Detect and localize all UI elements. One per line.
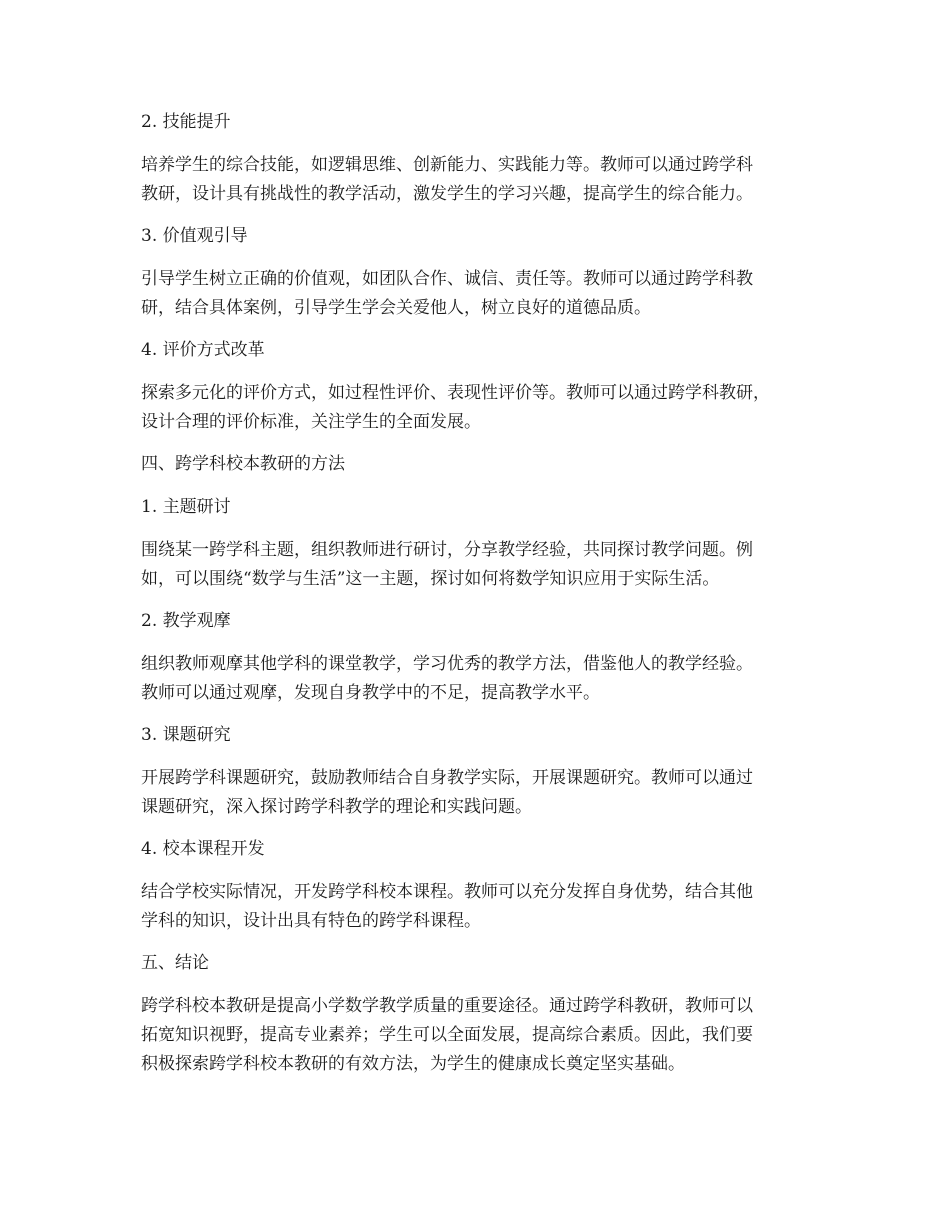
section-heading: 4. 评价方式改革 [141,340,265,360]
paragraph-line: 教研，设计具有挑战性的教学活动，激发学生的学习兴趣，提高学生的综合能力。 [141,184,753,204]
paragraph-line: 拓宽知识视野，提高专业素养；学生可以全面发展，提高综合素质。因此，我们要 [141,1025,753,1045]
section-heading: 1. 主题研讨 [141,497,231,517]
paragraph-line: 如，可以围绕“数学与生活”这一主题，探讨如何将数学知识应用于实际生活。 [141,569,720,589]
document-body [141,108,825,1092]
paragraph-line: 探索多元化的评价方式，如过程性评价、表现性评价等。教师可以通过跨学科教研， [141,383,770,403]
paragraph-line: 课题研究，深入探讨跨学科教学的理论和实践问题。 [141,797,532,817]
paragraph-line: 结合学校实际情况，开发跨学科校本课程。教师可以充分发挥自身优势，结合其他 [141,882,753,902]
paragraph-line: 跨学科校本教研是提高小学数学教学质量的重要途径。通过跨学科教研，教师可以 [141,996,753,1016]
body-paragraph [141,650,825,708]
body-paragraph [141,992,825,1079]
section-heading: 四、跨学科校本教研的方法 [141,454,345,474]
body-paragraph [141,151,825,209]
paragraph-line: 围绕某一跨学科主题，组织教师进行研讨，分享教学经验，共同探讨教学问题。例 [141,540,753,560]
paragraph-line: 研，结合具体案例，引导学生学会关爱他人，树立良好的道德品质。 [141,298,651,318]
paragraph-line: 学科的知识，设计出具有特色的跨学科课程。 [141,911,481,931]
paragraph-line: 设计合理的评价标准，关注学生的全面发展。 [141,412,481,432]
paragraph-line: 引导学生树立正确的价值观，如团队合作、诚信、责任等。教师可以通过跨学科教 [141,269,753,289]
section-heading: 3. 课题研究 [141,725,231,745]
section-heading: 4. 校本课程开发 [141,839,265,859]
paragraph-line: 组织教师观摩其他学科的课堂教学，学习优秀的教学方法，借鉴他人的教学经验。 [141,654,753,674]
section-heading: 2. 教学观摩 [141,611,231,631]
body-paragraph [141,379,825,437]
body-paragraph [141,265,825,323]
section-heading: 2. 技能提升 [141,112,231,132]
body-paragraph [141,764,825,822]
paragraph-line: 积极探索跨学科校本教研的有效方法，为学生的健康成长奠定坚实基础。 [141,1054,685,1074]
body-paragraph [141,878,825,936]
paragraph-line: 教师可以通过观摩，发现自身教学中的不足，提高教学水平。 [141,683,600,703]
paragraph-line: 培养学生的综合技能，如逻辑思维、创新能力、实践能力等。教师可以通过跨学科 [141,155,753,175]
paragraph-line: 开展跨学科课题研究，鼓励教师结合自身教学实际，开展课题研究。教师可以通过 [141,768,753,788]
body-paragraph [141,536,825,594]
section-heading: 3. 价值观引导 [141,226,248,246]
section-heading: 五、结论 [141,953,209,973]
